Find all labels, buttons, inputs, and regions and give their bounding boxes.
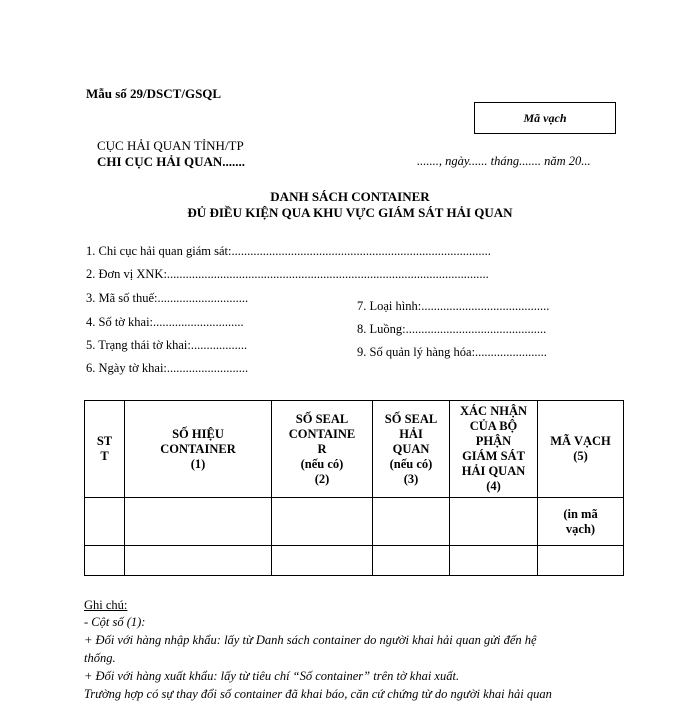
header-line: CONTAINE [288, 426, 356, 441]
table-cell [450, 498, 538, 546]
header-line: R [317, 441, 327, 456]
document-title: DANH SÁCH CONTAINER [270, 189, 430, 204]
header-line: (4) [486, 479, 501, 493]
table-cell [125, 546, 272, 576]
note-line: Trường hợp có sự thay đổi số container đã khai báo, căn cứ chứng từ do người khai hải quan [84, 687, 552, 701]
header-line: T [100, 449, 109, 463]
header-line: (nếu có) [389, 456, 433, 471]
header-line: (nếu có) [300, 456, 344, 471]
header-line: (3) [403, 471, 419, 486]
document-subtitle: ĐỦ ĐIỀU KIỆN QUA KHU VỰC GIÁM SÁT HẢI QUAN [187, 205, 513, 220]
header-line: HẢI QUAN [461, 464, 526, 478]
header-line: CỦA BỘ [469, 419, 518, 433]
header-line: SỐ SEAL [384, 411, 438, 426]
header-line: SỐ SEAL [295, 411, 349, 426]
header-line: (2) [314, 471, 330, 486]
header-line: QUAN [392, 441, 430, 456]
notes-heading: Ghi chú: [84, 598, 128, 612]
date-line: ......., ngày...... tháng....... năm 20... [417, 154, 591, 168]
field-declaration-status: 5. Trạng thái tờ khai:.................. [86, 338, 248, 352]
table-cell [272, 546, 373, 576]
header-barcode [538, 401, 624, 498]
table-cell [85, 498, 125, 546]
header-container-seal [272, 401, 373, 498]
container-table [84, 400, 624, 576]
table-cell [538, 546, 624, 576]
field-declaration-date: 6. Ngày tờ khai:.......................... [86, 361, 249, 375]
header-line: ST [96, 434, 113, 448]
header-line: XÁC NHẬN [459, 404, 527, 418]
table-cell [85, 546, 125, 576]
table-cell [373, 546, 450, 576]
field-channel: 8. Luồng:............................................. [357, 322, 547, 336]
header-line: PHẬN [475, 434, 512, 448]
field-type: 7. Loại hình:......................................... [357, 299, 550, 313]
table-cell [272, 498, 373, 546]
header-container-number [125, 401, 272, 498]
header-line: MÃ VẠCH [550, 434, 611, 448]
sub-agency-line: CHI CỤC HẢI QUAN....... [97, 154, 246, 169]
field-tax-code: 3. Mã số thuế:............................. [86, 291, 249, 305]
header-line: HẢI [399, 426, 423, 441]
header-line: (1) [190, 456, 206, 471]
barcode-note-line: (in mã [563, 506, 598, 521]
barcode-box [474, 102, 616, 134]
table-cell [450, 546, 538, 576]
header-line: SỐ HIỆU [172, 426, 224, 441]
header-line: (5) [573, 449, 588, 463]
form-code: Mẫu số 29/DSCT/GSQL [86, 86, 222, 101]
header-customs-seal [373, 401, 450, 498]
barcode-note-line: vạch) [565, 521, 596, 536]
note-line: thống. [84, 651, 116, 665]
header-stt [85, 401, 125, 498]
table-cell [125, 498, 272, 546]
note-line: + Đối với hàng nhập khẩu: lấy từ Danh sách container do người khai hải quan gửi đến hệ [84, 633, 537, 647]
table-cell [373, 498, 450, 546]
table-row [85, 498, 624, 546]
field-goods-management-number: 9. Số quản lý hàng hóa:....................... [357, 345, 547, 359]
table-header-row [85, 401, 624, 498]
barcode-label: Mã vạch [523, 110, 567, 125]
field-supervising-office: 1. Chi cục hải quan giám sát:................................................................................... [86, 244, 491, 258]
field-trader: 2. Đơn vị XNK:....................................................................................................... [86, 267, 489, 281]
header-supervision-confirmation [450, 401, 538, 498]
field-declaration-number: 4. Số tờ khai:............................. [86, 315, 244, 329]
note-line: - Cột số (1): [84, 615, 146, 629]
note-line: + Đối với hàng xuất khẩu: lấy từ tiêu chí “Số container” trên tờ khai xuất. [84, 669, 460, 683]
header-line: GIÁM SÁT [462, 449, 525, 463]
barcode-cell [538, 498, 624, 546]
header-line: CONTAINER [160, 441, 236, 456]
table-row [85, 546, 624, 576]
agency-line: CỤC HẢI QUAN TỈNH/TP [97, 138, 244, 153]
